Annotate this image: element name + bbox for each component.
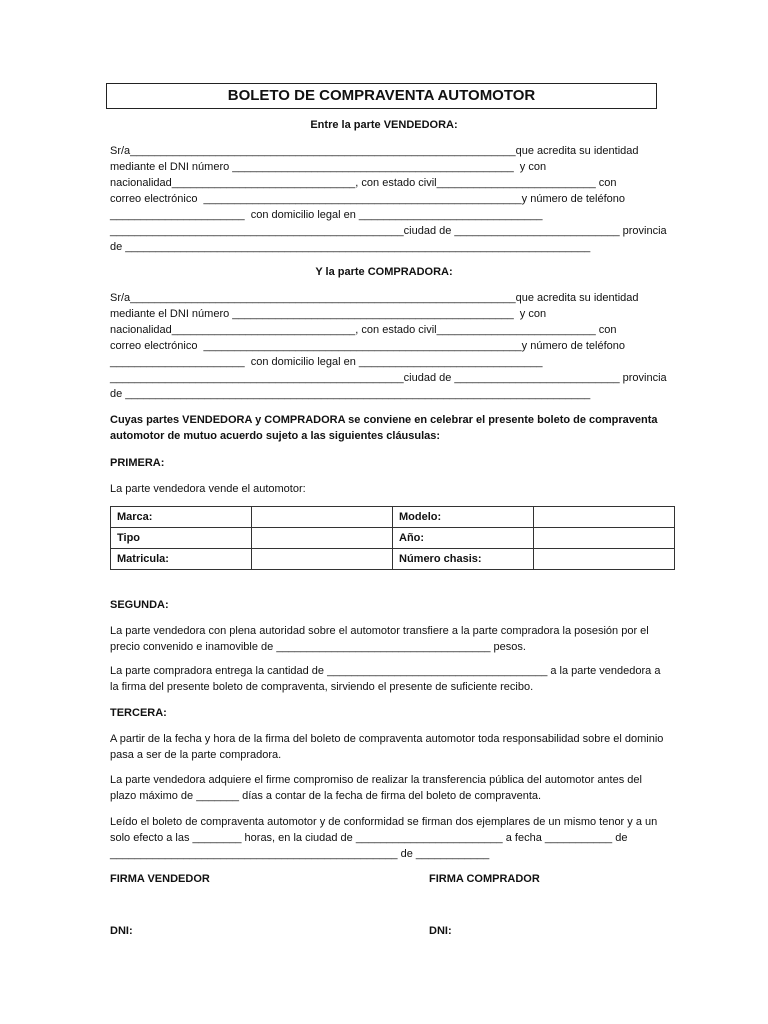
tercera-paragraph-2: La parte vendedora adquiere el firme compromiso de realizar la transferencia pública del automotor antes del plazo máximo de _______ días a contar de la fecha de firma del boleto de compraventa. bbox=[110, 774, 646, 802]
buyer-line: correo electrónico ____________________________________________________y número de teléfono bbox=[110, 340, 626, 352]
table-cell: Matricula: bbox=[111, 549, 252, 570]
seller-line: nacionalidad______________________________, con estado civil__________________________ con bbox=[110, 177, 617, 189]
seller-line: correo electrónico ____________________________________________________y número de teléfono bbox=[110, 193, 626, 205]
table-cell bbox=[534, 549, 675, 570]
seller-line: Sr/a_______________________________________________________________que acredita su identidad bbox=[110, 145, 639, 157]
segunda-paragraph-2: La parte compradora entrega la cantidad de ____________________________________ a la parte vendedora a la firma del presente boleto de compraventa, sirviendo el presente de suficiente recibo. bbox=[110, 665, 664, 693]
table-cell: Modelo: bbox=[393, 507, 534, 528]
primera-heading: PRIMERA: bbox=[110, 457, 165, 469]
buyer-line: nacionalidad______________________________, con estado civil__________________________ con bbox=[110, 324, 617, 336]
buyer-heading: Y la parte COMPRADORA: bbox=[315, 266, 453, 278]
segunda-heading: SEGUNDA: bbox=[110, 599, 169, 611]
table-cell bbox=[252, 528, 393, 549]
buyer-dni-label: DNI: bbox=[429, 925, 452, 937]
table-cell: Número chasis: bbox=[393, 549, 534, 570]
table-cell: Tipo bbox=[111, 528, 252, 549]
seller-signature-label: FIRMA VENDEDOR bbox=[110, 873, 210, 885]
buyer-line: ________________________________________________ciudad de ___________________________ provincia bbox=[110, 372, 667, 384]
segunda-paragraph-1: La parte vendedora con plena autoridad sobre el automotor transfiere a la parte compradora la posesión por el precio convenido e inamovible de ___________________________________ pesos. bbox=[110, 625, 652, 653]
table-cell: Año: bbox=[393, 528, 534, 549]
vehicle-table bbox=[110, 506, 675, 570]
table-cell bbox=[534, 528, 675, 549]
buyer-line: Sr/a_______________________________________________________________que acredita su identidad bbox=[110, 292, 639, 304]
seller-line: de ____________________________________________________________________________ bbox=[110, 241, 591, 253]
tercera-paragraph-1: A partir de la fecha y hora de la firma del boleto de compraventa automotor toda responsabilidad sobre el dominio pasa a ser de la parte compradora. bbox=[110, 733, 667, 761]
agreement-text: Cuyas partes VENDEDORA y COMPRADORA se conviene en celebrar el presente boleto de compraventa automotor de mutuo acuerdo sujeto a las siguientes cláusulas: bbox=[110, 414, 661, 442]
table-row bbox=[111, 549, 675, 570]
seller-line: ______________________ con domicilio legal en ______________________________ bbox=[110, 209, 543, 221]
seller-dni-label: DNI: bbox=[110, 925, 133, 937]
seller-line: ________________________________________________ciudad de ___________________________ provincia bbox=[110, 225, 667, 237]
seller-heading: Entre la parte VENDEDORA: bbox=[310, 119, 458, 131]
buyer-line: ______________________ con domicilio legal en ______________________________ bbox=[110, 356, 543, 368]
buyer-signature-label: FIRMA COMPRADOR bbox=[429, 873, 540, 885]
tercera-paragraph-3: Leído el boleto de compraventa automotor y de conformidad se firman dos ejemplares de un mismo tenor y a un solo efecto a las ________ horas, en la ciudad de ________________________ a fecha ___________ de _______________________________________________ de ____________ bbox=[110, 816, 661, 860]
table-cell: Marca: bbox=[111, 507, 252, 528]
buyer-line: de ____________________________________________________________________________ bbox=[110, 388, 591, 400]
table-cell bbox=[252, 507, 393, 528]
primera-text: La parte vendedora vende el automotor: bbox=[110, 483, 306, 495]
tercera-heading: TERCERA: bbox=[110, 707, 167, 719]
buyer-line: mediante el DNI número ______________________________________________ y con bbox=[110, 308, 547, 320]
table-row bbox=[111, 528, 675, 549]
seller-line: mediante el DNI número ______________________________________________ y con bbox=[110, 161, 547, 173]
table-row bbox=[111, 507, 675, 528]
table-cell bbox=[534, 507, 675, 528]
table-cell bbox=[252, 549, 393, 570]
document-title: BOLETO DE COMPRAVENTA AUTOMOTOR bbox=[106, 83, 657, 109]
